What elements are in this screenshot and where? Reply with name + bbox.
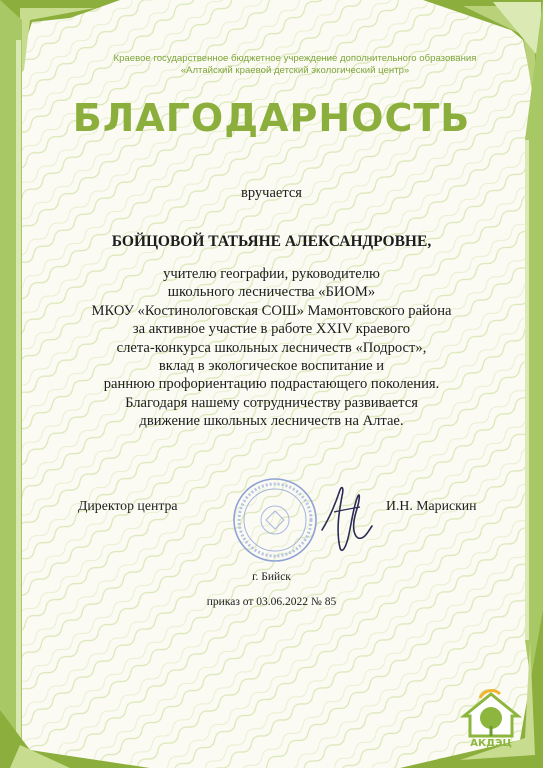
signatory-role: Директор центра	[78, 498, 178, 513]
citation-line: вклад в экологическое воспитание и	[158, 358, 385, 375]
presented-label: вручается	[241, 185, 302, 201]
citation-line: учителю географии, руководителю	[163, 266, 380, 282]
citation-line: школьного лесничества «БИОМ»	[167, 284, 376, 301]
issuer-header	[60, 53, 530, 76]
recipient-name: БОЙЦОВОЙ ТАТЬЯНЕ АЛЕКСАНДРОВНЕ,	[111, 233, 432, 250]
house-tree-icon	[456, 688, 526, 740]
citation-line: движение школьных лесничеств на Алтае.	[139, 413, 404, 430]
citation-line: Благодаря нашему сотрудничеству развивается	[125, 394, 418, 411]
issuer-line-2: «Алтайский краевой детский экологический центр»	[180, 64, 410, 76]
corner-frame-bottom-left	[0, 690, 150, 768]
handwritten-signature	[316, 482, 376, 557]
logo-wordmark: АКДЭЦ	[470, 738, 512, 749]
citation-line: слета-конкурса школьных лесничеств «Подрост»,	[116, 339, 427, 356]
issuer-line-1: Краевое государственное бюджетное учреждение дополнительного образования	[113, 53, 477, 64]
certificate-title: БЛАГОДАРНОСТЬ	[72, 96, 471, 140]
citation-line: МКОУ «Костинологовская СОШ» Мамонтовского района	[91, 302, 452, 319]
citation-line: раннюю профориентацию подрастающего поколения.	[103, 376, 440, 393]
order-reference: приказ от 03.06.2022 № 85	[206, 596, 337, 608]
citation-line: за активное участие в работе XXIV краевого	[132, 321, 411, 338]
citation-text	[60, 265, 483, 431]
issue-city: г. Бийск	[252, 571, 291, 583]
signatory-name: И.Н. Марискин	[386, 498, 477, 513]
official-stamp	[230, 475, 320, 565]
organization-logo	[456, 688, 526, 754]
